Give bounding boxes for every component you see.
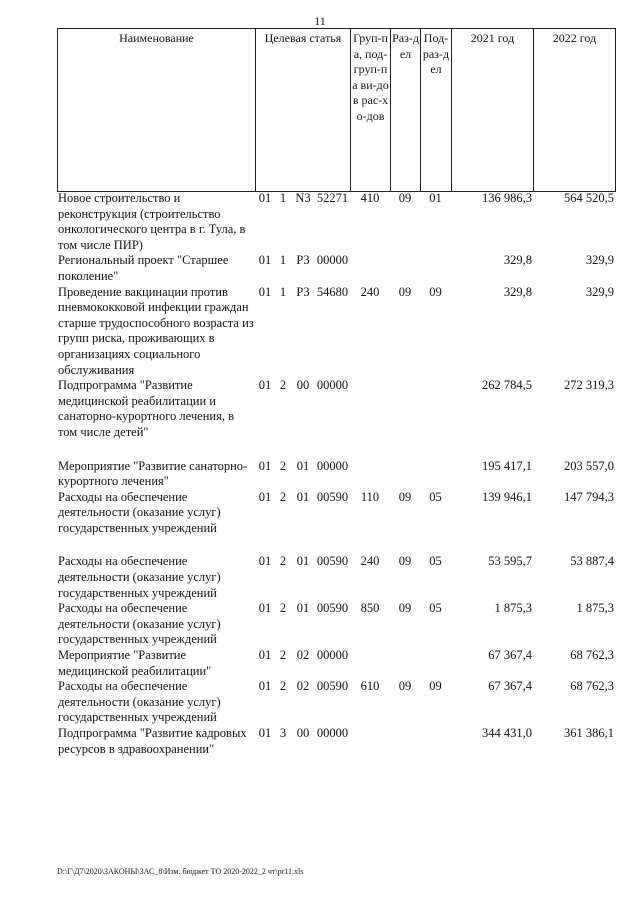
- target-code-2: 3: [279, 726, 287, 740]
- budget-table: [57, 191, 615, 757]
- header-2021: 2021 год: [452, 29, 534, 192]
- value-2021: 67 367,4: [488, 679, 532, 694]
- group-code: 610: [360, 679, 380, 694]
- value-2022: 361 386,1: [564, 726, 614, 740]
- row-name: Новое строительство и реконструкция (строительство онкологического центра в г. Тула, в том числе ПИР): [58, 191, 246, 252]
- section-code: 09: [398, 601, 412, 616]
- subsection-code: 09: [429, 679, 442, 694]
- value-2022: 53 887,4: [570, 554, 614, 569]
- subsection-code: 09: [429, 284, 442, 299]
- value-2021: 344 431,0: [482, 726, 532, 740]
- target-code-3: 00: [296, 378, 310, 393]
- subsection-code: [420, 648, 451, 679]
- table-row: [57, 191, 615, 253]
- value-2022: 147 794,3: [564, 489, 614, 504]
- row-name: Подпрограмма "Развитие медицинской реабилитации и санаторно-курортного лечения, в том числе детей": [58, 378, 234, 439]
- section-code: [390, 378, 420, 458]
- target-code-2: 2: [279, 489, 287, 504]
- value-2022: 203 557,0: [564, 458, 614, 473]
- target-code-4: 00000: [316, 726, 349, 740]
- row-name: Расходы на обеспечение деятельности (оказание услуг) государственных учреждений: [58, 679, 221, 725]
- subsection-code: [420, 459, 451, 490]
- subsection-code: 01: [429, 191, 442, 205]
- table-row: [57, 726, 615, 757]
- section-code: 09: [398, 191, 412, 205]
- target-code-4: 00590: [316, 489, 349, 504]
- target-code-1: 01: [258, 679, 272, 694]
- subsection-code: [420, 378, 451, 458]
- target-code-3: 02: [296, 648, 310, 663]
- table-header: [57, 28, 616, 192]
- target-code-1: 01: [258, 554, 272, 569]
- target-code-1: 01: [258, 726, 272, 740]
- header-target: Целевая статья: [256, 29, 351, 192]
- header-name: Наименование: [58, 29, 256, 192]
- table-row: [57, 554, 615, 601]
- value-2022: 272 319,3: [564, 378, 614, 393]
- target-code-4: 00000: [316, 253, 349, 268]
- section-code: 09: [398, 554, 412, 569]
- group-code: 110: [360, 489, 380, 504]
- row-name: Расходы на обеспечение деятельности (оказание услуг) государственных учреждений: [58, 554, 221, 600]
- section-code: [390, 648, 420, 679]
- subsection-code: 05: [429, 554, 442, 569]
- target-code-4: 00000: [316, 378, 349, 393]
- target-code-4: 00000: [316, 648, 349, 663]
- value-2022: 329,9: [585, 253, 614, 268]
- value-2021: 67 367,4: [488, 648, 532, 663]
- table-row: [57, 679, 615, 726]
- table-row: [57, 601, 615, 648]
- target-code-2: 2: [279, 601, 287, 616]
- target-code-4: 54680: [316, 284, 349, 299]
- target-code-1: 01: [258, 601, 272, 616]
- table-row: [57, 459, 615, 490]
- target-code-3: 02: [296, 679, 310, 694]
- target-code-4: 00000: [316, 458, 349, 473]
- value-2021: 53 595,7: [488, 554, 532, 569]
- section-code: 09: [398, 489, 412, 504]
- target-code-2: 2: [279, 458, 287, 473]
- value-2022: 329,9: [585, 284, 614, 299]
- target-code-4: 00590: [316, 601, 349, 616]
- value-2021: 1 875,3: [494, 601, 532, 616]
- section-code: [390, 726, 420, 757]
- section-code: [390, 253, 420, 284]
- file-path-footer: D:\Г\Д7\2020\ЗАКОНЫ\ЗАС_8\Изм. бюджет ТО 2020-2022_2 чт\pr11.xls: [57, 867, 304, 876]
- table-row: [57, 378, 615, 458]
- target-code-3: 01: [296, 458, 310, 473]
- group-code: 240: [360, 284, 380, 299]
- target-code-1: 01: [258, 253, 272, 268]
- value-2021: 139 946,1: [482, 489, 532, 504]
- target-code-3: 01: [296, 601, 310, 616]
- target-code-2: 1: [279, 191, 287, 205]
- target-code-1: 01: [258, 284, 272, 299]
- row-name: Проведение вакцинации против пневмококковой инфекции граждан старше трудоспособного возраста из групп риска, проживающих в организациях социального обслуживания: [58, 284, 254, 377]
- row-name: Расходы на обеспечение деятельности (оказание услуг) государственных учреждений: [58, 601, 221, 647]
- page-number: 11: [314, 14, 326, 28]
- value-2021: 329,8: [503, 284, 532, 299]
- subsection-code: 05: [429, 489, 442, 504]
- value-2022: 68 762,3: [570, 648, 614, 663]
- target-code-1: 01: [258, 489, 272, 504]
- target-code-3: 01: [296, 554, 310, 569]
- value-2022: 1 875,3: [576, 601, 614, 616]
- target-code-1: 01: [258, 191, 272, 205]
- group-code: [350, 253, 390, 284]
- group-code: [350, 648, 390, 679]
- target-code-4: 00590: [316, 554, 349, 569]
- value-2021: 136 986,3: [482, 191, 532, 205]
- target-code-1: 01: [258, 378, 272, 393]
- target-code-2: 1: [279, 253, 287, 268]
- value-2021: 195 417,1: [482, 458, 532, 473]
- target-code-3: P3: [296, 253, 310, 268]
- subsection-code: [420, 253, 451, 284]
- value-2022: 564 520,5: [564, 191, 614, 205]
- header-group: Груп-па, под-груп-па ви-дов рас-хо-дов: [351, 29, 391, 192]
- target-code-1: 01: [258, 458, 272, 473]
- group-code: [350, 378, 390, 458]
- section-code: 09: [398, 679, 412, 694]
- target-code-4: 00590: [316, 679, 349, 694]
- target-code-2: 2: [279, 648, 287, 663]
- section-code: 09: [398, 284, 412, 299]
- target-code-3: P3: [296, 284, 310, 299]
- target-code-1: 01: [258, 648, 272, 663]
- value-2022: 68 762,3: [570, 679, 614, 694]
- value-2021: 262 784,5: [482, 378, 532, 393]
- row-name: Региональный проект "Старшее поколение": [58, 253, 229, 283]
- table-row: [57, 253, 615, 284]
- value-2021: 329,8: [503, 253, 532, 268]
- table-row: [57, 490, 615, 555]
- table-row: [57, 648, 615, 679]
- row-name: Мероприятие "Развитие медицинской реабилитации": [58, 648, 212, 678]
- header-subsection: Под-раз-дел: [421, 29, 452, 192]
- header-section: Раз-дел: [391, 29, 421, 192]
- group-code: 410: [360, 191, 380, 205]
- target-code-2: 2: [279, 378, 287, 393]
- row-name: Расходы на обеспечение деятельности (оказание услуг) государственных учреждений: [58, 489, 221, 535]
- target-code-3: N3: [295, 191, 311, 205]
- subsection-code: [420, 726, 451, 757]
- table-row: [57, 285, 615, 379]
- group-code: [350, 459, 390, 490]
- subsection-code: 05: [429, 601, 442, 616]
- group-code: [350, 726, 390, 757]
- target-code-2: 2: [279, 679, 287, 694]
- header-2022: 2022 год: [534, 29, 616, 192]
- target-code-3: 00: [296, 726, 310, 740]
- row-name: Мероприятие "Развитие санаторно-курортного лечения": [58, 458, 248, 489]
- group-code: 850: [360, 601, 380, 616]
- target-code-2: 2: [279, 554, 287, 569]
- target-code-3: 01: [296, 489, 310, 504]
- row-name: Подпрограмма "Развитие кадровых ресурсов в здравоохранении": [58, 726, 247, 756]
- group-code: 240: [360, 554, 380, 569]
- target-code-2: 1: [279, 284, 287, 299]
- section-code: [390, 459, 420, 490]
- target-code-4: 52271: [316, 191, 349, 205]
